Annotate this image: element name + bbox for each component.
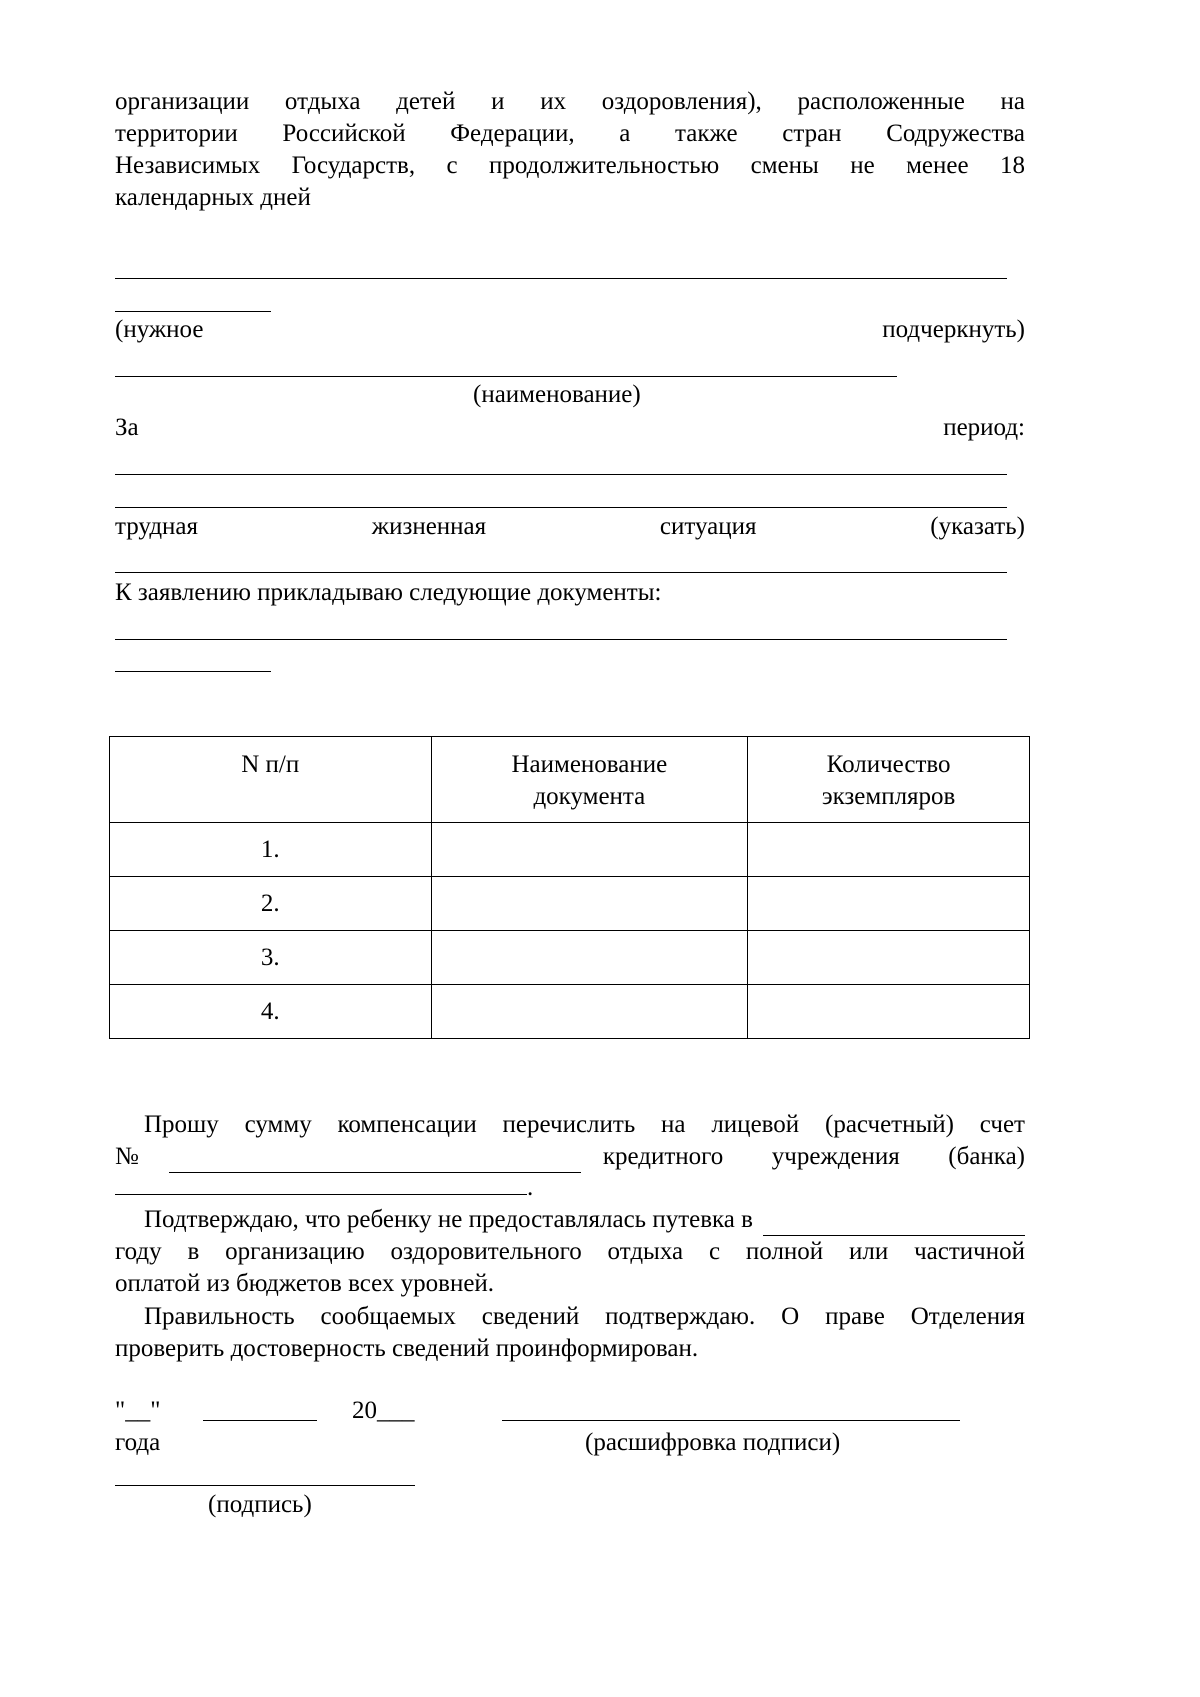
intro-line-2: территории Российской Федерации, а также стран Содружества [115, 120, 1025, 147]
bank-name-field[interactable] [115, 1172, 527, 1195]
compensation-line-2 [115, 1141, 1025, 1173]
trip-line-2: году в организацию оздоровительного отдыха с полной или частичной [115, 1238, 1025, 1265]
blank-line[interactable] [115, 278, 1007, 279]
row-copies-cell[interactable] [748, 931, 1030, 985]
name-caption: (наименование) [473, 381, 641, 408]
row-number: 3. [110, 931, 432, 985]
intro-line-1: организации отдыха детей и их оздоровления), расположенные на [115, 88, 1025, 115]
documents-line[interactable] [115, 639, 1007, 640]
compensation-line-3: . [115, 1172, 533, 1204]
underline-note-left: (нужное [115, 316, 204, 343]
header-copies: Количество экземпляров [748, 737, 1030, 823]
signature-decode-field[interactable] [502, 1420, 960, 1421]
table-row [110, 823, 1030, 877]
table-row [110, 985, 1030, 1039]
accuracy-line-2: проверить достоверность сведений проинформирован. [115, 1335, 699, 1362]
row-document-name-cell[interactable] [431, 931, 748, 985]
period-left: За [115, 414, 139, 441]
row-document-name-cell[interactable] [431, 823, 748, 877]
documents-label: К заявлению прикладываю следующие документы: [115, 579, 662, 606]
date-day[interactable]: "__" [115, 1397, 161, 1424]
situation-word-3: ситуация [659, 513, 757, 540]
underline-note [115, 314, 1025, 346]
account-number-field[interactable] [169, 1150, 581, 1173]
blank-line-short[interactable] [115, 311, 271, 312]
period-line-2[interactable] [115, 507, 1007, 508]
intro-line-4: календарных дней [115, 184, 311, 211]
date-year[interactable]: 20___ [352, 1397, 415, 1424]
documents-table [109, 736, 1030, 1039]
underline-note-right: подчеркнуть) [882, 316, 1025, 343]
signature-caption: (подпись) [208, 1491, 312, 1518]
documents-line-short[interactable] [115, 671, 271, 672]
date-month-field[interactable] [203, 1420, 317, 1421]
row-number: 2. [110, 877, 432, 931]
name-line[interactable] [115, 376, 897, 377]
situation-word-4: (указать) [930, 513, 1025, 540]
row-copies-cell[interactable] [748, 823, 1030, 877]
situation-word-2: жизненная [371, 513, 487, 540]
situation-row [115, 511, 1025, 543]
period-row [115, 412, 1025, 444]
year-word: года [115, 1429, 161, 1456]
compensation-line-1: Прошу сумму компенсации перечислить на лицевой (расчетный) счет [144, 1111, 1025, 1138]
intro-line-3: Независимых Государств, с продолжительностью смены не менее 18 [115, 152, 1025, 179]
trip-year-field[interactable] [763, 1213, 1025, 1236]
period-line-1[interactable] [115, 474, 1007, 475]
header-document-name: Наименование документа [431, 737, 748, 823]
table-row [110, 931, 1030, 985]
number-sign: № [115, 1143, 139, 1170]
bank-label: кредитного учреждения (банка) [602, 1143, 1025, 1170]
row-document-name-cell[interactable] [431, 877, 748, 931]
situation-line[interactable] [115, 572, 1007, 573]
decode-caption: (расшифровка подписи) [585, 1429, 841, 1456]
row-copies-cell[interactable] [748, 985, 1030, 1039]
row-number: 4. [110, 985, 432, 1039]
table-header-row [110, 737, 1030, 823]
period-right: период: [943, 414, 1025, 441]
row-copies-cell[interactable] [748, 877, 1030, 931]
row-number: 1. [110, 823, 432, 877]
trip-text: Подтверждаю, что ребенку не предоставлялась путевка в [144, 1206, 753, 1233]
accuracy-line-1: Правильность сообщаемых сведений подтверждаю. О праве Отделения [144, 1303, 1025, 1330]
table-row [110, 877, 1030, 931]
signature-field[interactable] [115, 1485, 415, 1486]
row-document-name-cell[interactable] [431, 985, 748, 1039]
header-number: N п/п [110, 737, 432, 823]
situation-word-1: трудная [115, 513, 199, 540]
trip-line-3: оплатой из бюджетов всех уровней. [115, 1270, 495, 1297]
trip-line-1 [144, 1204, 1025, 1236]
